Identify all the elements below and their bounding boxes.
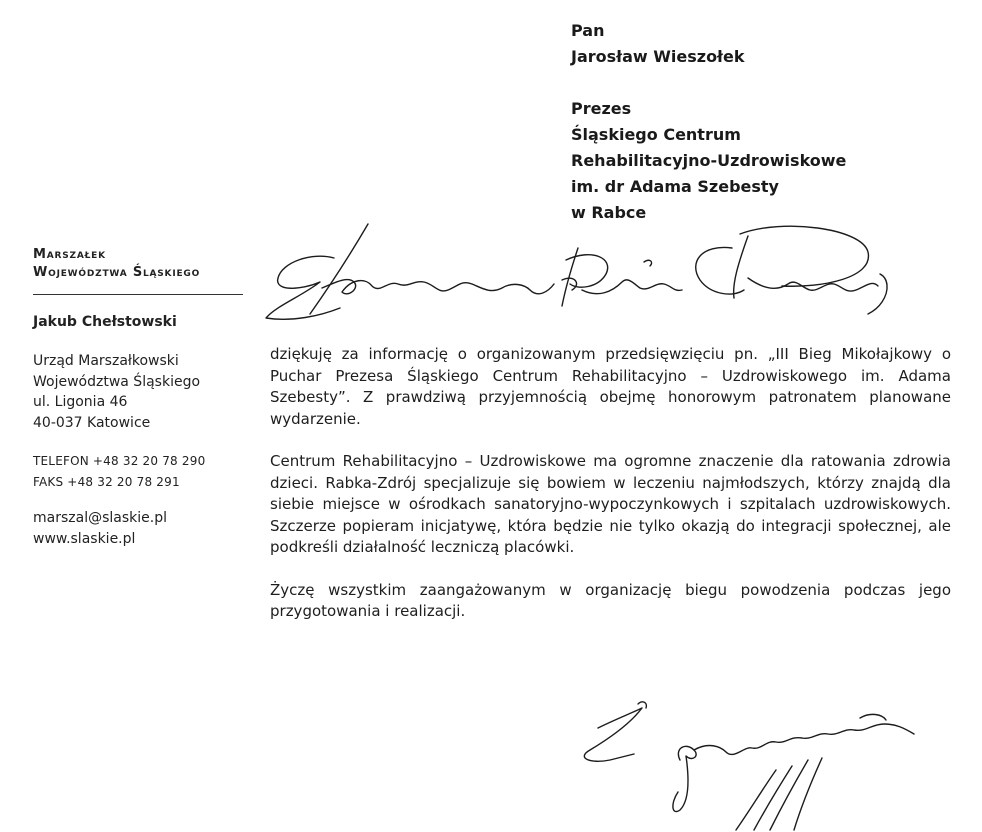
sender-website: www.slaskie.pl <box>33 530 136 547</box>
recipient-spacer <box>571 70 971 96</box>
sender-office-line1: Marszałek <box>33 247 106 262</box>
letter-body <box>270 344 951 644</box>
recipient-location: w Rabce <box>571 203 647 222</box>
recipient-block <box>571 18 971 226</box>
sender-phone: TELEFON +48 32 20 78 290 <box>33 454 206 468</box>
sender-contact-numbers <box>33 451 248 492</box>
sender-office-line2: Województwa Śląskiego <box>33 265 201 280</box>
recipient-institution-line1: Śląskiego Centrum <box>571 125 741 144</box>
sender-address-line4: 40-037 Katowice <box>33 414 151 431</box>
sender-address-line2: Województwa Śląskiego <box>33 373 201 390</box>
recipient-name: Jarosław Wieszołek <box>571 47 745 66</box>
body-paragraph-1: dziękuję za informację o organizowanym przedsięwzięciu pn. „III Bieg Mikołajkowy o Puchar Prezesa Śląskiego Centrum Rehabilitacyjno – Uzdrowiskowego im. Adama Szebesty”. Z prawdziwą przyjemnością obejmę honorowym patronatem planowane wydarzenie. <box>270 345 951 428</box>
body-paragraph-3: Życzę wszystkim zaangażowanym w organizację biegu powodzenia podczas jego przygotowania i realizacji. <box>270 580 951 620</box>
handwritten-salutation <box>262 218 902 338</box>
recipient-institution-line3: im. dr Adama Szebesty <box>571 177 779 196</box>
recipient-institution-line2: Rehabilitacyjno-Uzdrowiskowe <box>571 151 847 170</box>
sender-office <box>33 246 248 282</box>
recipient-position: Prezes <box>571 99 632 118</box>
recipient-title: Pan <box>571 21 605 40</box>
sender-divider <box>33 294 243 295</box>
sender-address <box>33 351 248 433</box>
sender-block <box>33 246 248 549</box>
handwritten-closing-signature <box>530 690 930 832</box>
sender-address-line3: ul. Ligonia 46 <box>33 394 128 410</box>
sender-name: Jakub Chełstowski <box>33 314 177 330</box>
sender-online <box>33 508 248 549</box>
sender-email: marszal@slaskie.pl <box>33 510 167 526</box>
body-paragraph-2: Centrum Rehabilitacyjno – Uzdrowiskowe ma ogromne znaczenie dla ratowania zdrowia dzieci. Rabka-Zdrój specjalizuje się bowiem w leczeniu najmłodszych, którzy znajdą dla siebie miejsce w ośrodkach sanatoryjno-wypoczynkowych i szpitalach uzdrowiskowych. Szczerze popieram inicjatywę, która będzie nie tylko okazją do integracji społecznej, ale podkreśli działalność leczniczą placówki. <box>270 452 951 556</box>
sender-fax: FAKS +48 32 20 78 291 <box>33 474 180 489</box>
sender-address-line1: Urząd Marszałkowski <box>33 353 179 369</box>
